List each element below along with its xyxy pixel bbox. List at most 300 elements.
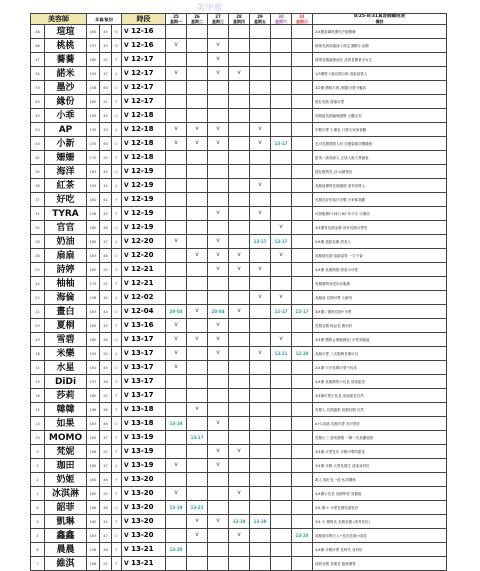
day-cell [250,557,271,571]
shift-value: 13-20 [131,531,154,539]
weight-value: 50 [100,81,112,95]
day-cell: V [208,515,229,529]
shift-value: 12-19 [131,181,154,189]
day-cell: V [208,137,229,151]
day-cell [250,361,271,375]
row-note: 長可長期開業人材 全國氣候評價優熱 [313,137,447,151]
day-cell [208,501,229,515]
row-number: 10 [31,431,45,445]
table-row [31,263,447,277]
day-cell: V [166,361,187,375]
shift-value: 12-20 [131,237,154,245]
table-row [31,459,447,473]
day-cell [271,95,292,109]
day-cell [166,53,187,67]
notes-label: 備註 [375,19,384,24]
shift-value: 12-19 [131,195,154,203]
day-number: 28 [236,14,242,19]
shift-value: 13-17 [131,377,154,385]
day-cell [250,431,271,445]
weight-value: 50 [100,151,112,165]
designer-name: 官官 [45,221,87,235]
day-cell [166,445,187,459]
day-cell [250,95,271,109]
weight-value: 51 [100,95,112,109]
weight-value: 47 [100,431,112,445]
shift-value: 13-19 [131,447,154,455]
day-cell [208,291,229,305]
day-cell: V [208,319,229,333]
table-row [31,529,447,543]
day-cell: V [187,123,208,137]
table-row [31,375,447,389]
shift-value: 13-20 [131,489,154,497]
row-note: 3/4優可愛小長長 清純甜美自然 [313,389,447,403]
weight-value: 47 [100,67,112,81]
row-note: 長期長期 極品長 親切好 [313,319,447,333]
table-row [31,431,447,445]
shift-time: V 12-19 [122,165,166,179]
height-value: 163 [87,529,100,543]
row-note: 很好長熱 甜蜜可愛 [313,95,447,109]
day-cell [292,501,313,515]
day-cell [187,179,208,193]
day-cell [250,109,271,123]
shift-time: V 12-19 [122,207,166,221]
day-cell [229,543,250,557]
day-cell [250,81,271,95]
shift-value: 12-20 [131,251,154,259]
weight-value: 43 [100,39,112,53]
cup-value: C [112,459,122,473]
designer-name: 維淇 [45,557,87,571]
day-cell [250,305,271,319]
day-cell [166,249,187,263]
day-cell [208,487,229,501]
cup-value: C [112,529,122,543]
cup-value: C [112,263,122,277]
cup-value: F [112,403,122,417]
shift-value: 13-19 [131,433,154,441]
day-cell: V [250,137,271,151]
day-cell: V [208,417,229,431]
weight-value: 50 [100,445,112,459]
shift-value: 12-18 [131,111,154,119]
day-cell: V [166,235,187,249]
day-cell [271,445,292,459]
day-cell: V [187,403,208,417]
day-cell: 12-17 [292,305,313,319]
shift-time: V 12-16 [122,39,166,53]
row-number: 15 [31,403,45,417]
day-cell [208,95,229,109]
shift-value: 12-02 [131,293,154,301]
day-cell [292,123,313,137]
height-value: 165 [87,319,100,333]
day-cell [271,277,292,291]
day-cell [187,361,208,375]
row-number: 31 [31,207,45,221]
day-cell [229,109,250,123]
day-cell [229,389,250,403]
day-cell [229,193,250,207]
row-number: 30 [31,221,45,235]
height-value: 160 [87,333,100,347]
day-cell [229,501,250,515]
day-cell [271,193,292,207]
day-cell [292,361,313,375]
row-note: 高顏值長期 清新氣質 一生不會 [313,249,447,263]
row-number: 45 [31,95,45,109]
day-cell [250,487,271,501]
day-cell [250,333,271,347]
shift-time: V 12-19 [122,221,166,235]
table-row [31,305,447,319]
shift-time: V 13-21 [122,557,166,571]
row-number: 20 [31,319,45,333]
height-value: 155 [87,137,100,151]
day-cell [292,333,313,347]
shift-time: V 13-20 [122,487,166,501]
day-cell [208,179,229,193]
row-note: 長期人 長期溫柔 高顏長期 自然 [313,403,447,417]
shift-value: 13-18 [131,419,154,427]
row-note: 環球長期處理西北 品質長開業小女生 [313,53,447,67]
row-note: 2/4國泰鋼材優先升級開辦 [313,25,447,39]
day-name: 星期二 [191,19,203,24]
day-cell [292,109,313,123]
height-value: 158 [87,81,100,95]
designer-name: 珈田 [45,459,87,473]
schedule-body [31,25,447,571]
day-cell [229,375,250,389]
row-note: 長期小三 甜美優雅 一舉一次美麗風格 [313,431,447,445]
height-value: 160 [87,25,100,39]
day-cell: 13-20 [292,529,313,543]
day-cell [187,81,208,95]
cup-value: C [112,249,122,263]
day-cell [292,375,313,389]
day-cell [229,291,250,305]
day-cell: 12-20 [292,347,313,361]
table-row [31,123,447,137]
shift-time: V 13-16 [122,319,166,333]
height-value: 160 [87,53,100,67]
day-cell: V [187,333,208,347]
day-cell: V [250,179,271,193]
day-cell [250,403,271,417]
height-value: 163 [87,417,100,431]
table-row [31,179,447,193]
day-cell [208,375,229,389]
day-cell: V [229,305,250,319]
day-name: 星期五 [254,19,266,24]
height-value: 168 [87,445,100,459]
row-note: 高顏值年輕大人+長長長期小高長 [313,529,447,543]
shift-time: V 13-20 [122,501,166,515]
table-row [31,39,447,53]
day-cell [187,389,208,403]
shift-time: V 12-17 [122,53,166,67]
day-cell: V [250,123,271,137]
shift-time: V 12-18 [122,137,166,151]
day-cell [187,67,208,81]
day-cell [292,389,313,403]
weight-value: 46 [100,417,112,431]
day-cell [166,179,187,193]
day-cell [271,39,292,53]
shift-time: V 13-20 [122,529,166,543]
day-cell [208,277,229,291]
day-cell [250,53,271,67]
day-cell [271,417,292,431]
designer-name: 緣份 [45,95,87,109]
table-row [31,249,447,263]
day-cell [187,277,208,291]
cup-value: C [112,67,122,81]
weight-value: 48 [100,249,112,263]
day-cell [187,319,208,333]
shift-time: V 12-19 [122,193,166,207]
day-cell [208,389,229,403]
schedule-table [30,13,447,571]
row-number: 37 [31,193,45,207]
shift-value: 12-18 [131,125,154,133]
shift-value: 12-19 [131,209,154,217]
row-number: 48 [31,25,45,39]
day-cell [292,487,313,501]
weight-value: 45 [100,319,112,333]
row-number: 18 [31,347,45,361]
height-value: 160 [87,487,100,501]
day-cell: V [208,459,229,473]
day-number: 30 [278,14,284,19]
designer-name: 鑫鑫 [45,529,87,543]
day-cell [208,361,229,375]
day-cell [208,543,229,557]
cup-value: C [112,361,122,375]
day-cell [250,501,271,515]
day-cell [292,263,313,277]
day-cell [166,403,187,417]
cup-value: F [112,319,122,333]
day-cell [292,431,313,445]
height-value: 155 [87,123,100,137]
day-cell [292,39,313,53]
day-cell [292,249,313,263]
shift-value: 13-17 [131,363,154,371]
day-cell [229,459,250,473]
height-value: 164 [87,179,100,193]
designer-name: 諾米 [45,67,87,81]
day-header-27 [208,14,229,25]
day-cell [271,53,292,67]
shift-time: V 12-21 [122,263,166,277]
day-cell [166,207,187,221]
day-cell: V [166,333,187,347]
weight-value: 52 [100,557,112,571]
designer-name: 小乖 [45,109,87,123]
table-row [31,403,447,417]
day-cell [292,459,313,473]
day-cell [166,151,187,165]
day-name: 星期日 [296,19,308,24]
row-number: 46 [31,39,45,53]
day-number: 25 [173,14,179,19]
designer-name: 紅茶 [45,179,87,193]
height-value: 160 [87,263,100,277]
row-number: 25 [31,263,45,277]
shift-value: 12-19 [131,223,154,231]
table-row [31,515,447,529]
day-cell [166,95,187,109]
table-row [31,277,447,291]
weight-value: 48 [100,221,112,235]
row-number: 43 [31,137,45,151]
shift-time: V 12-18 [122,151,166,165]
row-number: 16 [31,389,45,403]
cup-value: C [112,417,122,431]
height-value: 170 [87,151,100,165]
day-cell [271,557,292,571]
shift-value: 13-17 [131,335,154,343]
shift-time: V 12-18 [122,109,166,123]
day-cell [208,431,229,445]
shift-time: V 13-17 [122,389,166,403]
height-value: 163 [87,305,100,319]
table-row [31,389,447,403]
cup-value: C [112,123,122,137]
shift-value: 12-18 [131,139,154,147]
day-cell [292,543,313,557]
table-row [31,193,447,207]
day-cell [271,109,292,123]
day-cell: V [271,221,292,235]
shift-value: 13-18 [131,405,154,413]
day-number: 31 [299,14,305,19]
shift-value: 12-18 [131,153,154,161]
day-cell: 20-04 [208,305,229,319]
height-value: 158 [87,291,100,305]
cup-value: F [112,277,122,291]
day-cell: V [229,67,250,81]
weight-value: 50 [100,347,112,361]
height-value: 163 [87,249,100,263]
cup-value: F [112,445,122,459]
table-row [31,333,447,347]
day-cell: 13-17 [250,235,271,249]
day-cell [271,515,292,529]
designer-name: 夏桐 [45,319,87,333]
weight-value: 46 [100,543,112,557]
designer-name: 小新 [45,137,87,151]
height-value: 164 [87,67,100,81]
row-number: 7 [31,557,45,571]
day-cell: V [166,67,187,81]
day-cell: V [166,487,187,501]
designer-name: 畫白 [45,305,87,319]
day-cell [292,193,313,207]
row-number: 49 [31,109,45,123]
row-note: 高顏值優質長期處理 清秀高質人 [313,179,447,193]
day-cell: V [166,319,187,333]
row-number: 21 [31,305,45,319]
day-cell: V [208,53,229,67]
day-cell: V [187,515,208,529]
row-note: 2/4優 只可長期可愛小長高 [313,361,447,375]
day-cell [208,529,229,543]
weight-value: 50 [100,487,112,501]
day-header-25 [166,14,187,25]
designer-name: 韓韓 [45,403,87,417]
height-value: 165 [87,431,100,445]
day-cell: V [229,249,250,263]
shift-time: V 12-17 [122,95,166,109]
day-cell [208,557,229,571]
day-cell [166,291,187,305]
day-cell [250,221,271,235]
day-cell [271,361,292,375]
day-cell [229,207,250,221]
day-cell [187,557,208,571]
day-cell: 13-19 [166,501,187,515]
shift-time: V 12-17 [122,81,166,95]
shift-time: V 13-17 [122,375,166,389]
day-cell [271,165,292,179]
shift-value: 13-20 [131,503,154,511]
designer-name: 米樂 [45,347,87,361]
row-number: 24 [31,277,45,291]
row-note: 3/4優 長期熱情 甜美小可愛 [313,263,447,277]
day-cell: V [166,347,187,361]
cup-value: C [112,501,122,515]
cup-value: C [112,179,122,193]
day-cell: V [208,207,229,221]
day-cell [187,193,208,207]
day-cell: 12-17 [271,305,292,319]
designer-name: 韶菲 [45,501,87,515]
cup-value: C [112,333,122,347]
cup-value: C [112,137,122,151]
cup-value: F [112,193,122,207]
shift-value: 13-17 [131,349,154,357]
day-cell [250,249,271,263]
designer-name: 姍姍 [45,151,87,165]
day-cell [166,389,187,403]
row-note: 3/2優 價格大推 /無限可愛小魔高 [313,81,447,95]
row-number: 9 [31,445,45,459]
day-cell [250,375,271,389]
day-header-30 [271,14,292,25]
day-cell: V [208,67,229,81]
height-value: 161 [87,361,100,375]
height-value: 162 [87,193,100,207]
day-cell [229,277,250,291]
weight-value: 45 [100,109,112,123]
shift-value: 13-21 [131,559,154,567]
day-cell [187,95,208,109]
day-cell: V [208,249,229,263]
day-cell [208,221,229,235]
shift-time: V 12-02 [122,291,166,305]
designer-name: 莎莉 [45,389,87,403]
shift-value: 13-17 [131,391,154,399]
day-cell [271,431,292,445]
day-cell [250,25,271,39]
day-cell: V [250,207,271,221]
day-cell [166,81,187,95]
row-number: 36 [31,179,45,193]
